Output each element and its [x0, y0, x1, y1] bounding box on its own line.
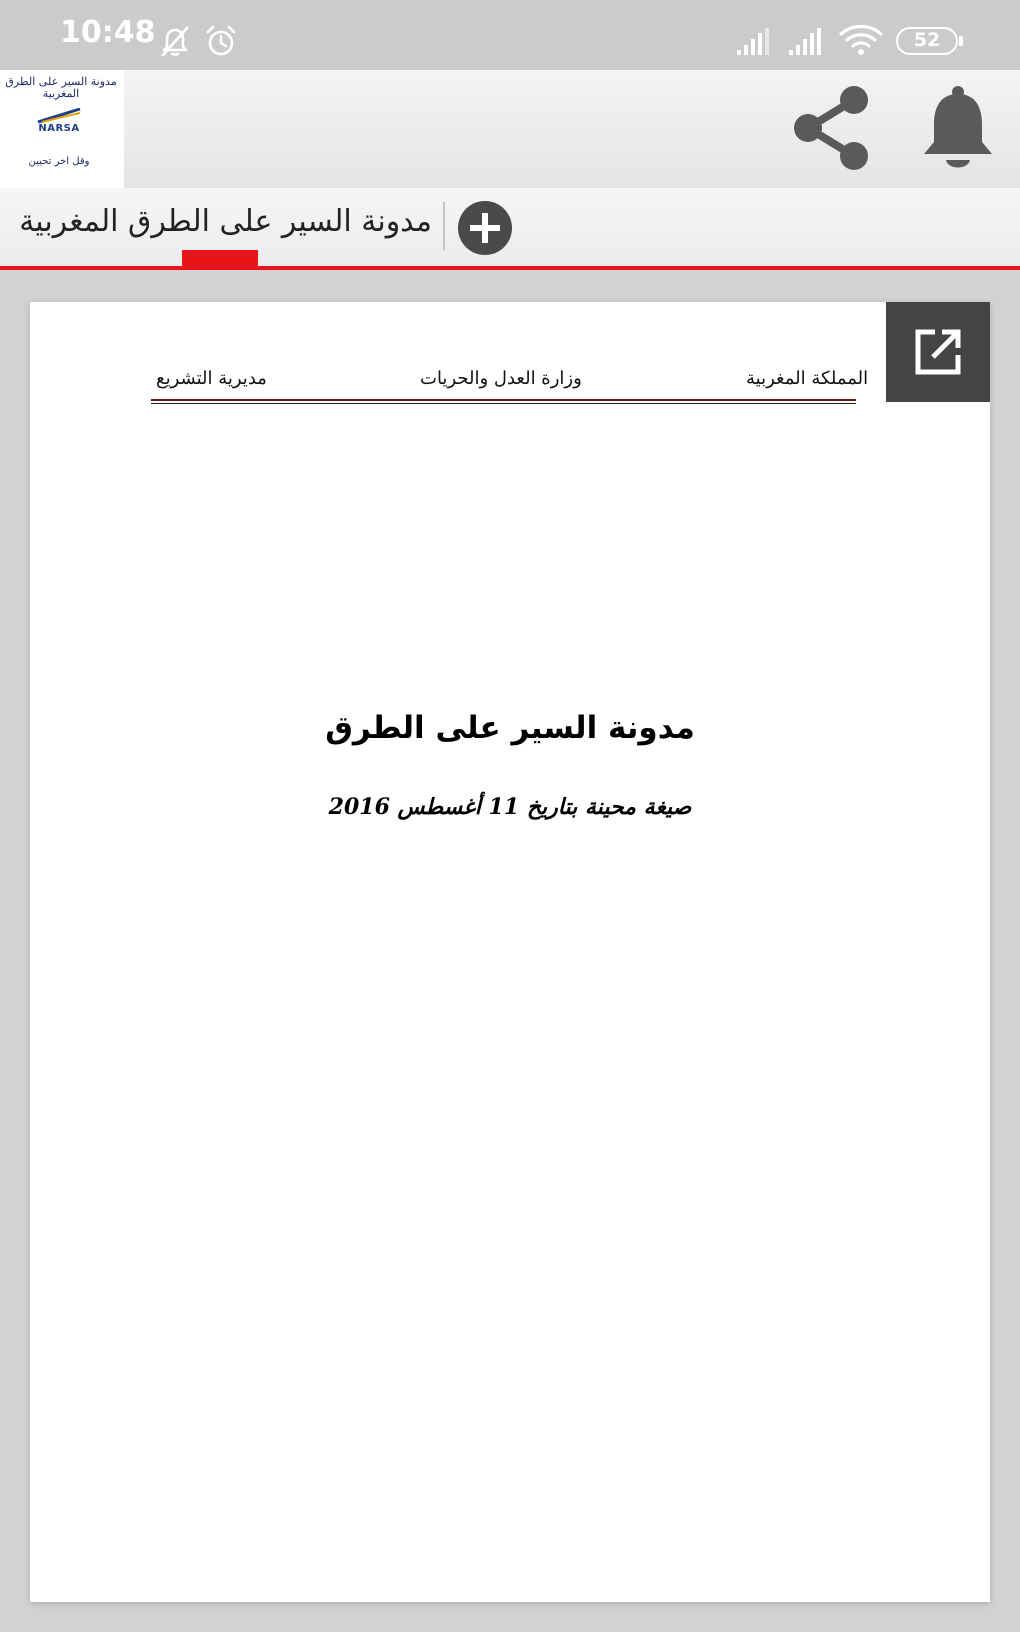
logo-mark-icon [36, 108, 82, 124]
doc-title: مدونة السير على الطرق [325, 710, 695, 746]
document-page[interactable] [30, 302, 990, 1602]
doc-subtitle: صيغة محينة بتاريخ 11 أغسطس 2016 [328, 794, 692, 820]
notifications-off-icon [158, 24, 192, 58]
doc-header-center: وزارة العدل والحريات [420, 368, 582, 389]
app-logo [0, 70, 124, 188]
share-icon[interactable] [788, 82, 878, 174]
tab-active[interactable]: مدونة السير على الطرق المغربية [19, 204, 432, 239]
open-external-icon [913, 327, 963, 377]
tab-divider [443, 202, 445, 250]
signal-icon [788, 26, 828, 56]
bell-icon[interactable] [918, 84, 998, 172]
tab-bar [0, 188, 1020, 270]
doc-header-left: مديرية التشريع [156, 368, 267, 389]
add-circle-icon[interactable] [457, 200, 513, 256]
battery-icon: 52 [896, 27, 958, 55]
alarm-icon [204, 24, 238, 58]
logo-name: NARSA [38, 123, 80, 134]
doc-header-rule [151, 399, 856, 404]
status-time: 10:48 [60, 15, 156, 50]
doc-header-right: المملكة المغربية [746, 368, 869, 389]
status-bar [0, 0, 1020, 70]
open-external-button[interactable] [886, 302, 990, 402]
logo-title: مدونة السير على الطرق المغربية [5, 75, 117, 100]
logo-tagline: وقل اخر تحيين [28, 156, 90, 167]
tab-indicator [182, 250, 258, 266]
wifi-icon [838, 22, 884, 58]
app-bar [0, 70, 1020, 188]
signal-icon [736, 26, 776, 56]
